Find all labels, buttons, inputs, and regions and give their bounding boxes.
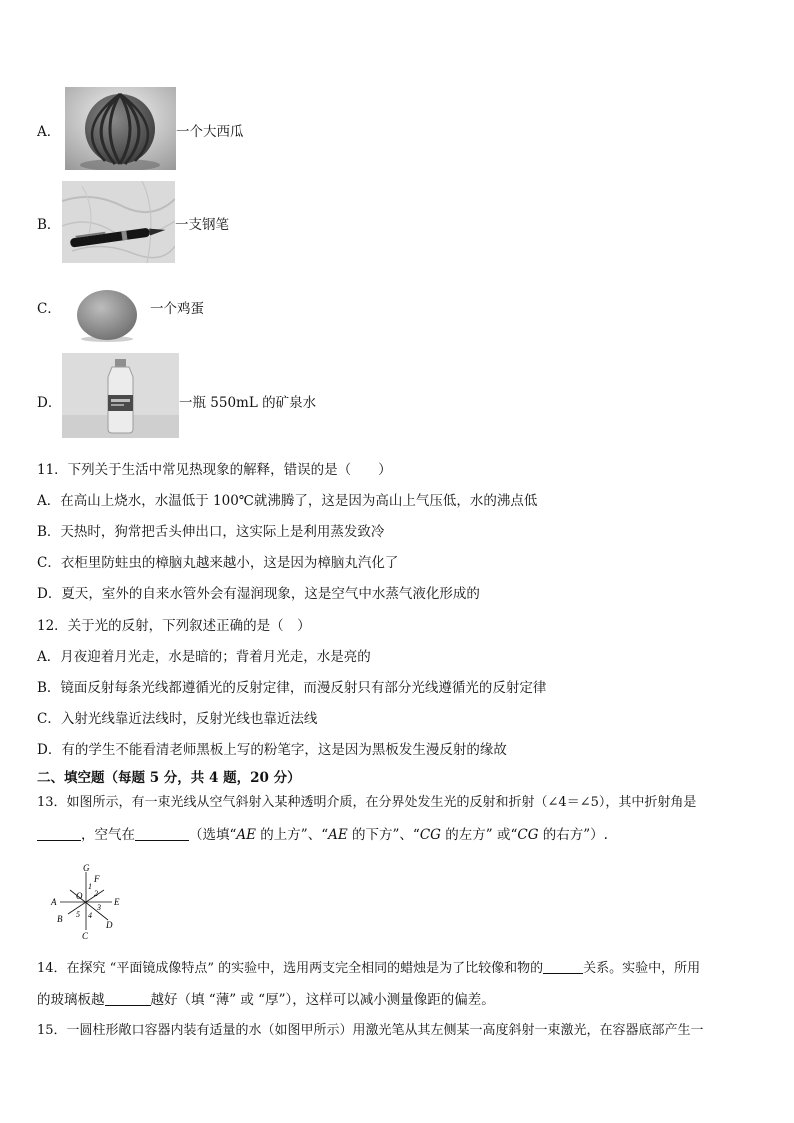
option-b-letter: B． [37, 217, 61, 233]
q14-text: 越好（填 “薄” 或 “厚”），这样可以减小测量像距的偏差。 [150, 992, 495, 1008]
q13-text: （选填“ [189, 827, 237, 843]
angle-5: 5 [76, 910, 80, 919]
q13-blank-2[interactable] [135, 826, 189, 841]
q12-option-b: B．镜面反射每条光线都遵循光的反射定律，而漫反射只有部分光线遵循光的反射定律 [37, 680, 547, 696]
q11-option-c: C．衣柜里防蛀虫的樟脑丸越来越小，这是因为樟脑丸汽化了 [37, 555, 399, 571]
angle-4: 4 [88, 911, 92, 920]
q14-text: 关系。实验中，所用 [583, 961, 701, 976]
q13-text: 的右方”）. [538, 827, 608, 843]
option-a-letter: A． [37, 124, 61, 140]
q15-line1: 15．一圆柱形敞口容器内装有适量的水（如图甲所示）用激光笔从其左侧某一高度斜射一束激光，在容器底部产生一 [37, 1023, 704, 1038]
label-e: E [114, 897, 120, 907]
label-g: G [83, 863, 90, 873]
q14-blank-1[interactable] [543, 959, 583, 974]
q13-line1: 13．如图所示，有一束光线从空气斜射入某种透明介质，在分界处发生光的反射和折射（∠4＝∠5），其中折射角是 [37, 795, 697, 810]
q13-label-ae: AE [236, 827, 257, 843]
q13-text: ，空气在 [81, 827, 135, 843]
label-o: O [76, 891, 83, 901]
label-f: F [94, 874, 100, 884]
watermelon-image [65, 87, 176, 170]
option-a-text: 一个大西瓜 [176, 124, 244, 140]
q11-option-a: A．在高山上烧水，水温低于 100℃就沸腾了，这是因为高山上气压低，水的沸点低 [37, 493, 538, 509]
pen-image [62, 181, 175, 263]
angle-1: 1 [88, 882, 92, 891]
option-b-text: 一支钢笔 [175, 217, 229, 233]
q11-option-d: D．夏天，室外的自来水管外会有湿润现象，这是空气中水蒸气液化形成的 [37, 586, 480, 602]
angle-2: 2 [94, 889, 98, 898]
q12-option-a: A．月夜迎着月光走，水是暗的；背着月光走，水是亮的 [37, 649, 371, 665]
q11-stem: 11．下列关于生活中常见热现象的解释，错误的是（ ） [37, 462, 392, 478]
label-d: D [106, 920, 113, 930]
option-c-letter: C． [37, 301, 61, 317]
water-bottle-image [62, 353, 179, 438]
q14-blank-2[interactable] [105, 991, 151, 1006]
q14-text: 的玻璃板越 [37, 992, 105, 1008]
label-a: A [51, 897, 57, 907]
option-d-text: 一瓶 550mL 的矿泉水 [179, 395, 317, 411]
q13-label-cg: CG [419, 827, 441, 843]
q13-text: 的上方”、“ [256, 827, 329, 843]
q12-option-d: D．有的学生不能看清老师黑板上写的粉笔字，这是因为黑板发生漫反射的缘故 [37, 742, 507, 758]
q14-line2 [37, 988, 495, 1008]
q13-line2 [37, 823, 608, 843]
egg-image [73, 287, 141, 343]
angle-3: 3 [97, 903, 101, 912]
q13-text: 的左方” 或“ [440, 827, 518, 843]
q12-option-c: C．入射光线靠近法线时，反射光线也靠近法线 [37, 711, 318, 727]
section-heading: 二、填空题（每题 5 分，共 4 题，20 分） [37, 770, 301, 786]
option-c-text: 一个鸡蛋 [150, 301, 204, 317]
q13-text: 的下方”、“ [347, 827, 420, 843]
q11-option-b: B．天热时，狗常把舌头伸出口，这实际上是利用蒸发致冷 [37, 524, 385, 540]
label-c: C [82, 931, 89, 940]
q14-text: 14．在探究 “平面镜成像特点” 的实验中，选用两支完全相同的蜡烛是为了比较像和物的 [37, 961, 544, 976]
q14-line1 [37, 957, 700, 976]
q12-stem: 12．关于光的反射，下列叙述正确的是（ ） [37, 618, 311, 634]
label-b: B [57, 914, 63, 924]
q13-blank-1[interactable] [37, 826, 81, 841]
option-d-letter: D． [37, 395, 62, 411]
refraction-diagram [48, 862, 128, 940]
q13-label-ae: AE [328, 827, 348, 843]
q13-label-cg: CG [517, 827, 539, 843]
